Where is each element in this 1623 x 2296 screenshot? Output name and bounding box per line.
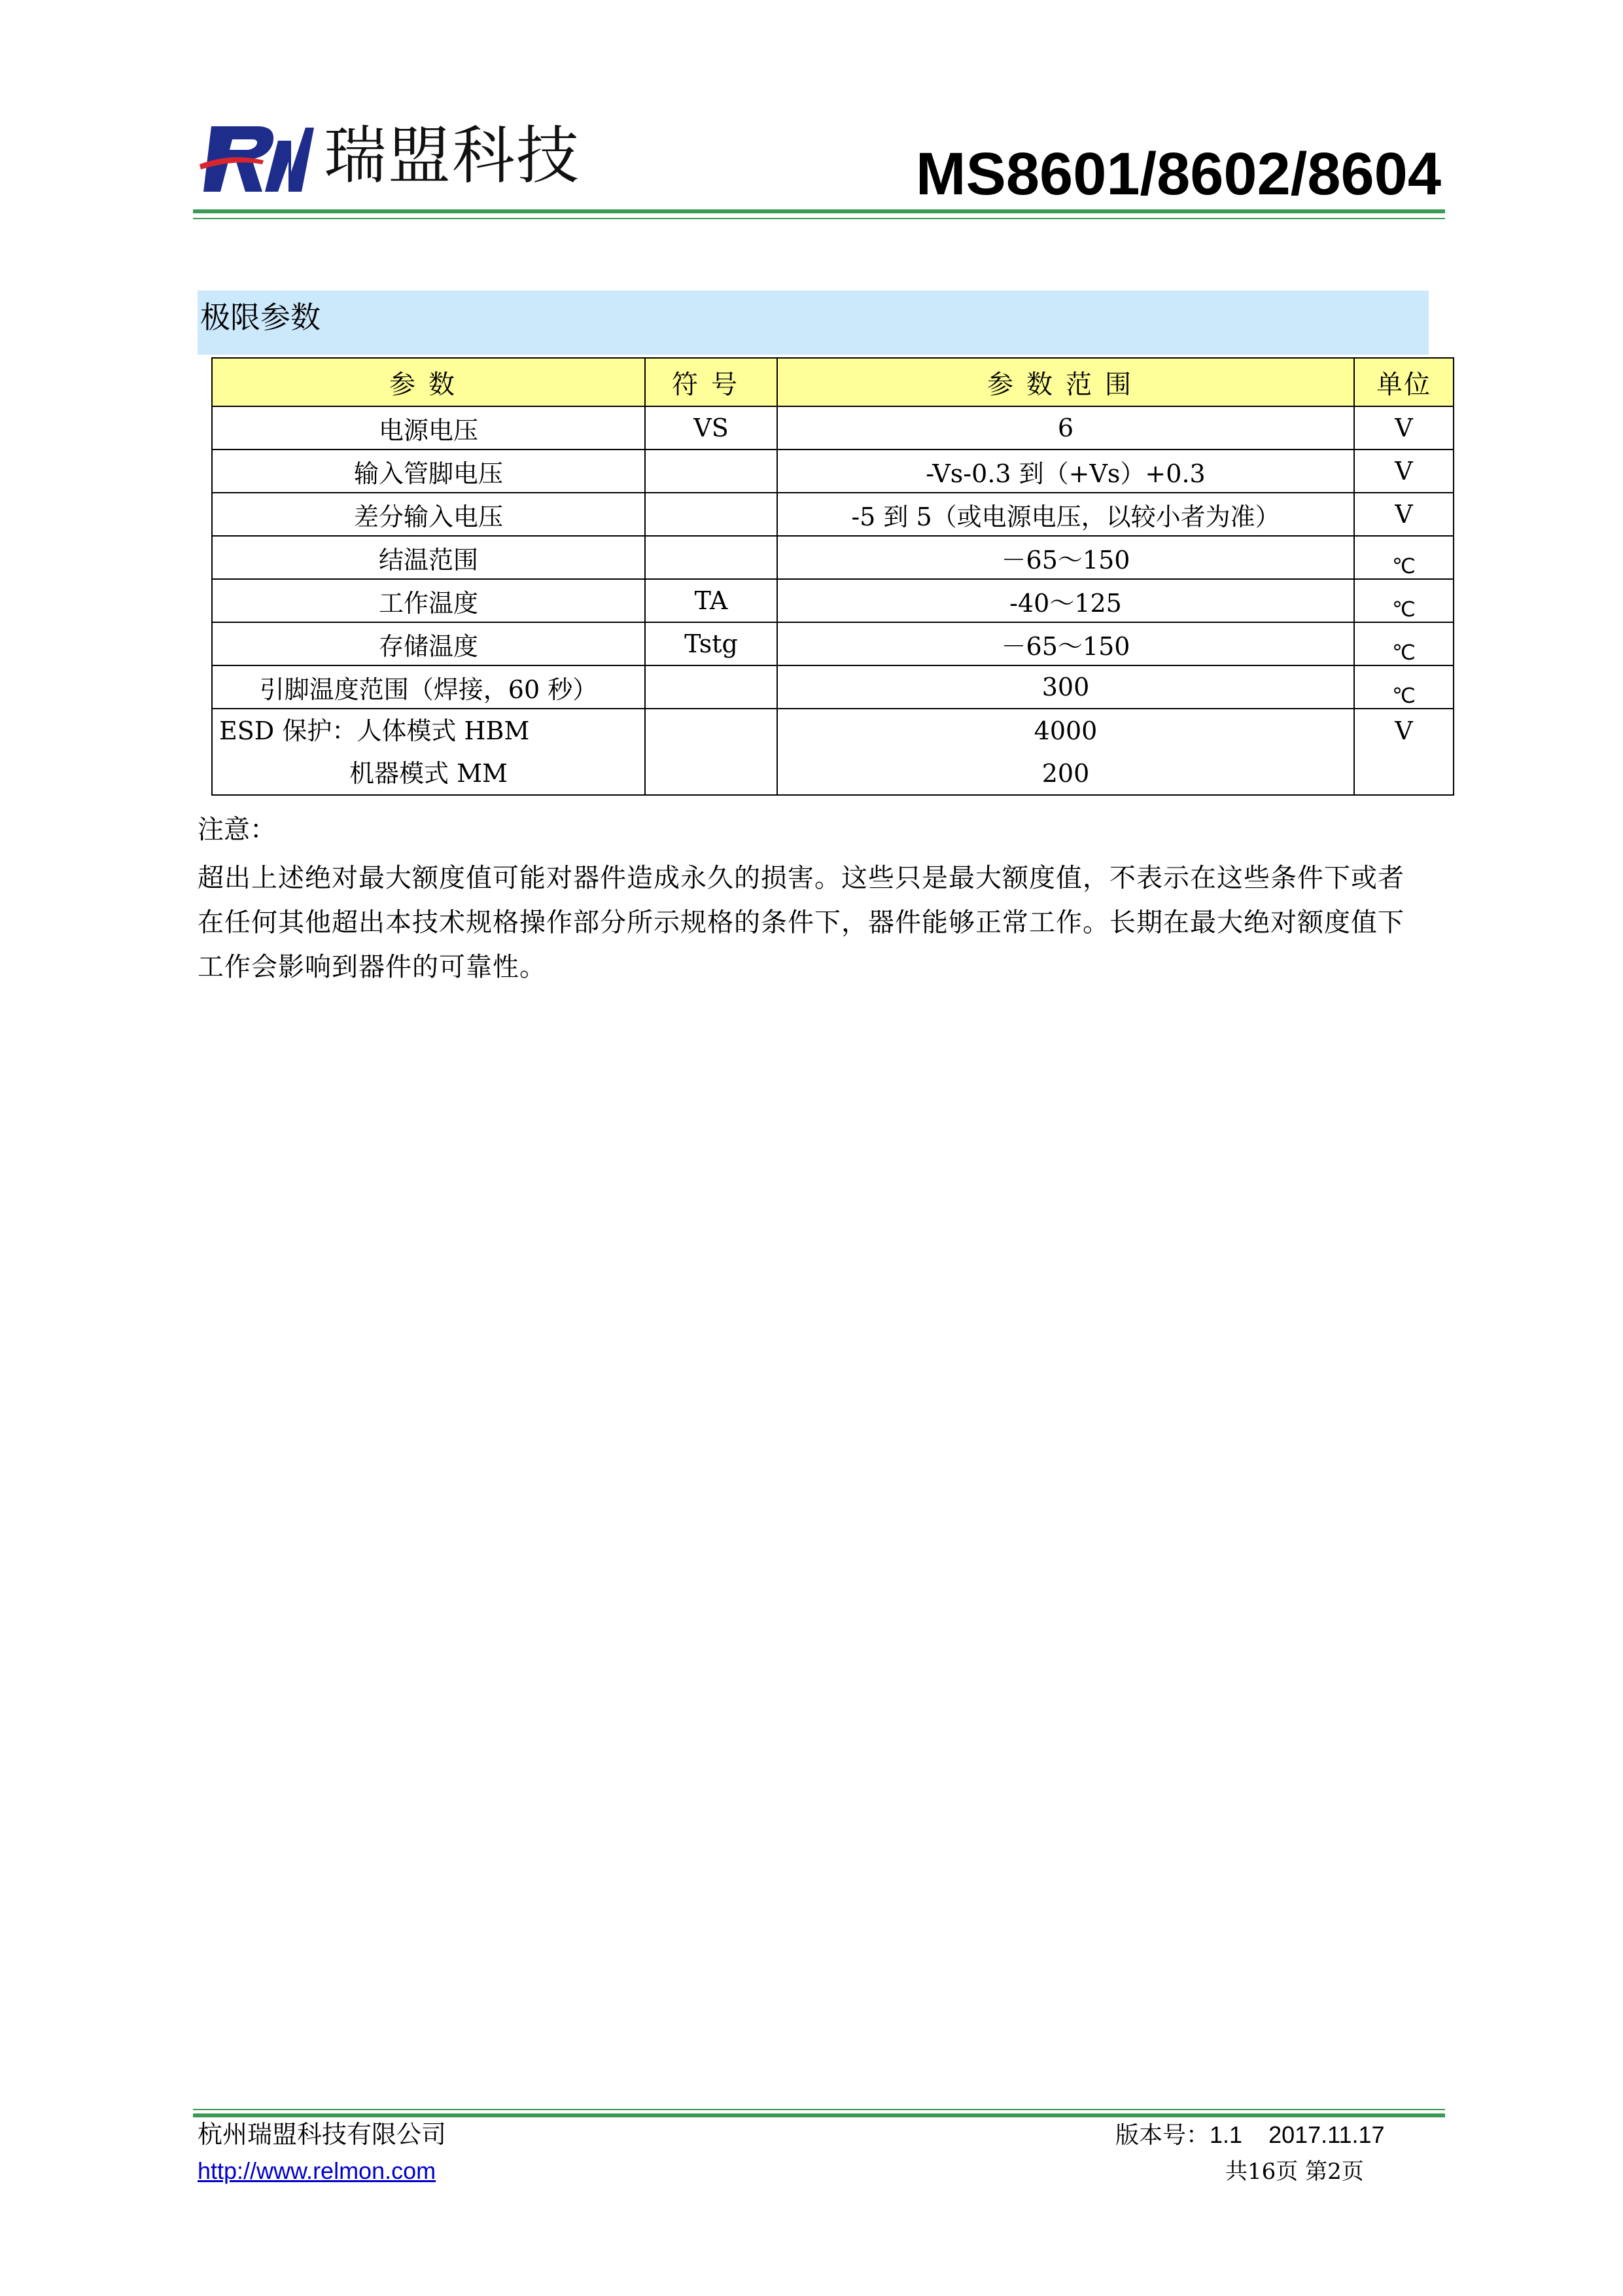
absolute-max-ratings-table (211, 357, 1454, 796)
footer-company: 杭州瑞盟科技有限公司 (198, 2120, 447, 2149)
esd-param-cell (212, 709, 645, 795)
symbol-cell: Tstg (645, 622, 777, 665)
table-row (212, 406, 1454, 450)
unit-cell: ℃ (1354, 622, 1454, 665)
table-row (212, 579, 1454, 622)
esd-mm-label: 机器模式 MM (349, 759, 508, 788)
footer-date: 2017.11.17 (1268, 2121, 1385, 2148)
symbol-cell (645, 450, 777, 493)
esd-hbm-value: 4000 (1034, 716, 1098, 745)
param-cell: 存储温度 (212, 622, 645, 665)
note-label: 注意： (198, 815, 276, 845)
esd-symbol-cell (645, 709, 777, 795)
header-symbol: 符号 (645, 358, 777, 406)
table-row (212, 536, 1454, 579)
range-cell: -Vs-0.3 到（+Vs）+0.3 (777, 450, 1354, 493)
esd-unit: V (1395, 716, 1413, 745)
range-cell: 6 (777, 406, 1354, 450)
unit-cell: ℃ (1354, 536, 1454, 579)
esd-range-cell (777, 709, 1354, 795)
rm-logo-icon (200, 121, 314, 198)
esd-hbm-label: ESD 保护：人体模式 HBM (219, 716, 530, 745)
header-rule-thin (193, 218, 1445, 219)
table-row-esd (212, 709, 1454, 795)
footer-rule-thin (193, 2109, 1445, 2110)
range-cell: -5 到 5（或电源电压，以较小者为准） (777, 493, 1354, 536)
footer-rule (193, 2113, 1445, 2117)
table-row (212, 665, 1454, 709)
esd-mm-value: 200 (1041, 759, 1090, 788)
footer-website-link[interactable]: http://www.relmon.com (198, 2157, 436, 2184)
unit-cell: ℃ (1354, 665, 1454, 709)
section-band (198, 291, 1429, 355)
param-cell: 引脚温度范围（焊接，60 秒） (212, 665, 645, 709)
unit-cell: V (1354, 450, 1454, 493)
symbol-cell (645, 665, 777, 709)
unit-cell: V (1354, 493, 1454, 536)
range-cell: 300 (777, 665, 1354, 709)
param-cell: 电源电压 (212, 406, 645, 450)
unit-cell: ℃ (1354, 579, 1454, 622)
param-cell: 差分输入电压 (212, 493, 645, 536)
company-logo (200, 121, 314, 198)
header-range: 参数范围 (777, 358, 1354, 406)
version-number: 1.1 (1210, 2121, 1243, 2148)
table-row (212, 493, 1454, 536)
range-cell: －65～150 (777, 536, 1354, 579)
symbol-cell (645, 536, 777, 579)
header-unit: 单位 (1354, 358, 1454, 406)
header-rule (193, 209, 1445, 213)
footer-version (1115, 2120, 1385, 2151)
range-cell: －65～150 (777, 622, 1354, 665)
param-cell: 输入管脚电压 (212, 450, 645, 493)
table-row (212, 622, 1454, 665)
esd-unit-cell (1354, 709, 1454, 795)
model-number: MS8601/8602/8604 (915, 141, 1441, 207)
footer-page-count: 共16页 第2页 (1225, 2159, 1364, 2185)
symbol-cell (645, 493, 777, 536)
company-name: 瑞盟科技 (324, 119, 580, 192)
unit-cell: V (1354, 406, 1454, 450)
symbol-cell: TA (645, 579, 777, 622)
param-cell: 工作温度 (212, 579, 645, 622)
note-text: 超出上述绝对最大额度值可能对器件造成永久的损害。这些只是最大额度值，不表示在这些条件下或者在任何其他超出本技术规格操作部分所示规格的条件下，器件能够正常工作。长期在最大绝对额度值下工作会影响到器件的可靠性。 (198, 863, 1405, 982)
param-cell: 结温范围 (212, 536, 645, 579)
range-cell: -40～125 (777, 579, 1354, 622)
table-header-row (212, 358, 1454, 406)
version-label: 版本号： (1115, 2122, 1210, 2149)
header-param: 参数 (212, 358, 645, 406)
section-title: 极限参数 (200, 300, 321, 335)
table-row (212, 450, 1454, 493)
symbol-cell: VS (645, 406, 777, 450)
